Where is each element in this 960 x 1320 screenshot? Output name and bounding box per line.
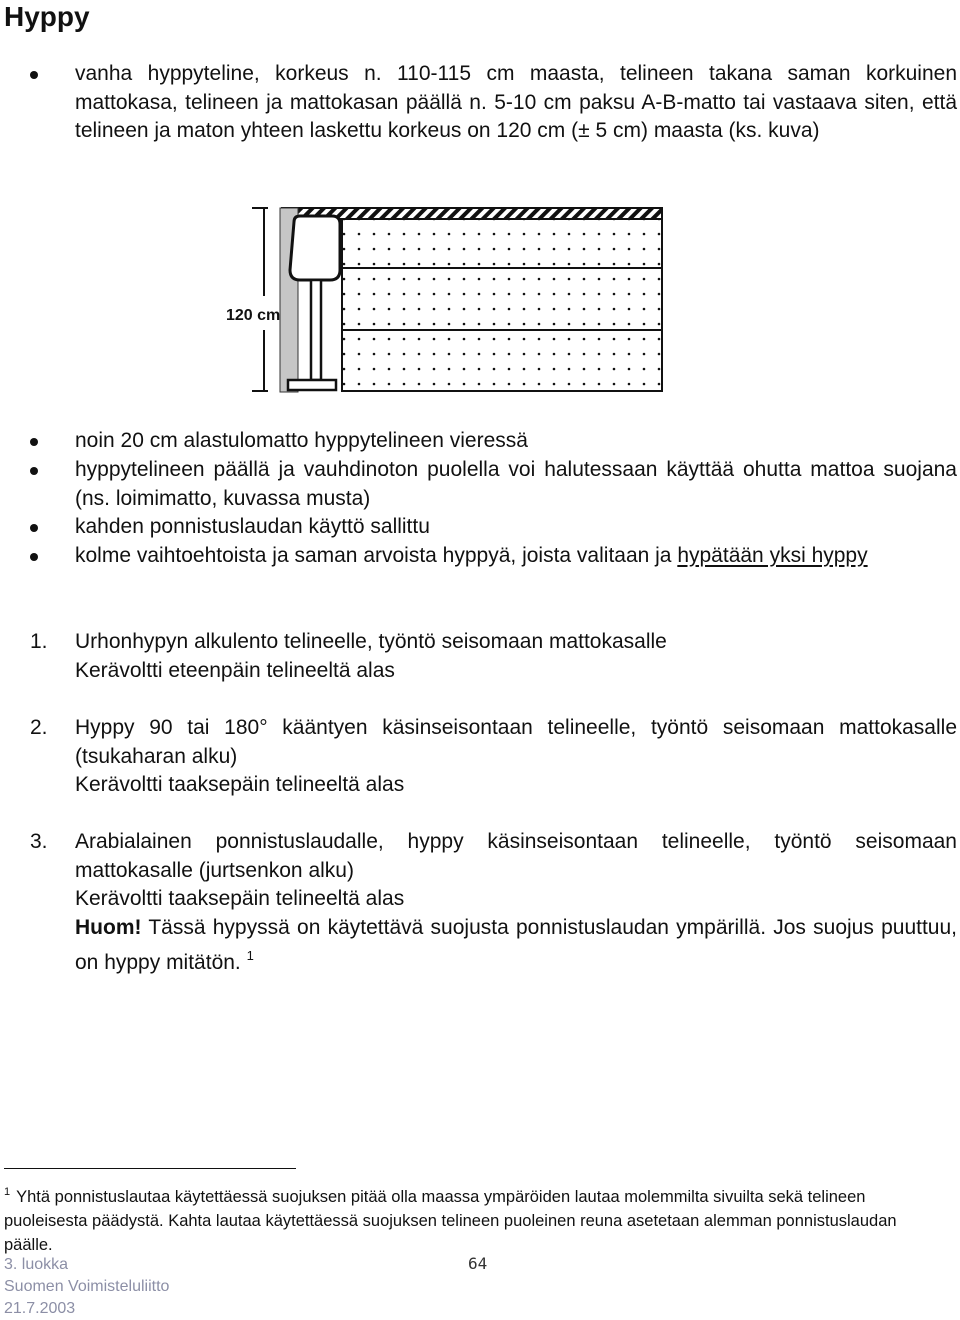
vault-option-2: Hyppy 90 tai 180° kääntyen käsinseisontaan telineelle, työntö seisomaan mattokasalle (tsukaharan alku) Kerävoltti taaksepäin telineeltä alas xyxy=(75,716,957,796)
bullet-dot xyxy=(30,438,38,446)
vault-option-3: Arabialainen ponnistuslaudalle, hyppy käsinseisontaan telineelle, työntö seisomaan mattokasalle (jurtsenkon alku) Kerävoltti taaksepäin telineeltä alas Huom! Tässä hypyssä on käytettävä suojusta ponnistuslaudan ympärillä. Jos suojus puuttuu, on hyppy mitätön. $^1$ xyxy=(75,828,957,978)
item-number: 1. xyxy=(30,630,48,653)
bullet-thin-mat: hyppytelineen päällä ja vauhdinoton puolella voi halutessaan käyttää ohutta mattoa suojana (ns. loimimatto, kuvassa musta) xyxy=(75,458,957,510)
horse-body xyxy=(290,216,340,280)
note: Huom! Tässä hypyssä on käytettävä suojusta ponnistuslaudan ympärillä. Jos suojus puuttuu, on hyppy mitätön. $^1$ xyxy=(75,915,957,974)
vault-option-1: Urhonhypyn alkulento telineelle, työntö seisomaan mattokasalle Kerävoltti eteenpäin telineeltä alas xyxy=(75,630,667,682)
bullet-three-vaults: kolme vaihtoehtoista ja saman arvoista hyppyä, joista valitaan ja hypätään yksi hyppy xyxy=(75,544,868,567)
bullet-landing-mat: noin 20 cm alastulomatto hyppytelineen vieressä xyxy=(75,429,528,452)
page-number: 64 xyxy=(468,1254,488,1273)
bullet-dot xyxy=(30,71,38,79)
vault-setup-figure xyxy=(226,200,670,400)
footnote: $^1$ Yhtä ponnistuslautaa käytettäessä suojuksen pitää olla maassa ympäröiden lautaa molemmilta sivuilta sekä telineen puoleisesta päädystä. Kahta lautaa käytettäessä suojuksen telineen puoleinen reuna asetetaan alemman ponnistuslaudan päälle. xyxy=(4,1186,897,1254)
horse-leg xyxy=(311,280,321,380)
item-number: 2. xyxy=(30,716,48,739)
footnote-separator xyxy=(4,1168,296,1169)
bullet-dot xyxy=(30,467,38,475)
mat-pile xyxy=(342,219,662,391)
bullet-apparatus: vanha hyppyteline, korkeus n. 110-115 cm maasta, telineen takana saman korkuinen mattokasa, telineen ja mattokasan päällä n. 5-10 cm paksu A-B-matto tai vastaava siten, että telineen ja maton yhteen laskettu korkeus on 120 cm (± 5 cm) maasta (ks. kuva) xyxy=(75,62,957,142)
page-title: Hyppy xyxy=(4,1,90,32)
footnote-ref: 1 xyxy=(246,948,254,963)
bullet-springboards: kahden ponnistuslaudan käyttö sallittu xyxy=(75,515,430,538)
footer: 3. luokka Suomen Voimisteluliitto 21.7.2003 xyxy=(4,1256,170,1317)
horse-base xyxy=(288,380,336,390)
bullet-dot xyxy=(30,553,38,561)
bullet-dot xyxy=(30,524,38,532)
item-number: 3. xyxy=(30,830,48,853)
height-label: 120 cm xyxy=(226,307,281,324)
underlined-phrase: hypätään yksi hyppy xyxy=(677,544,868,567)
